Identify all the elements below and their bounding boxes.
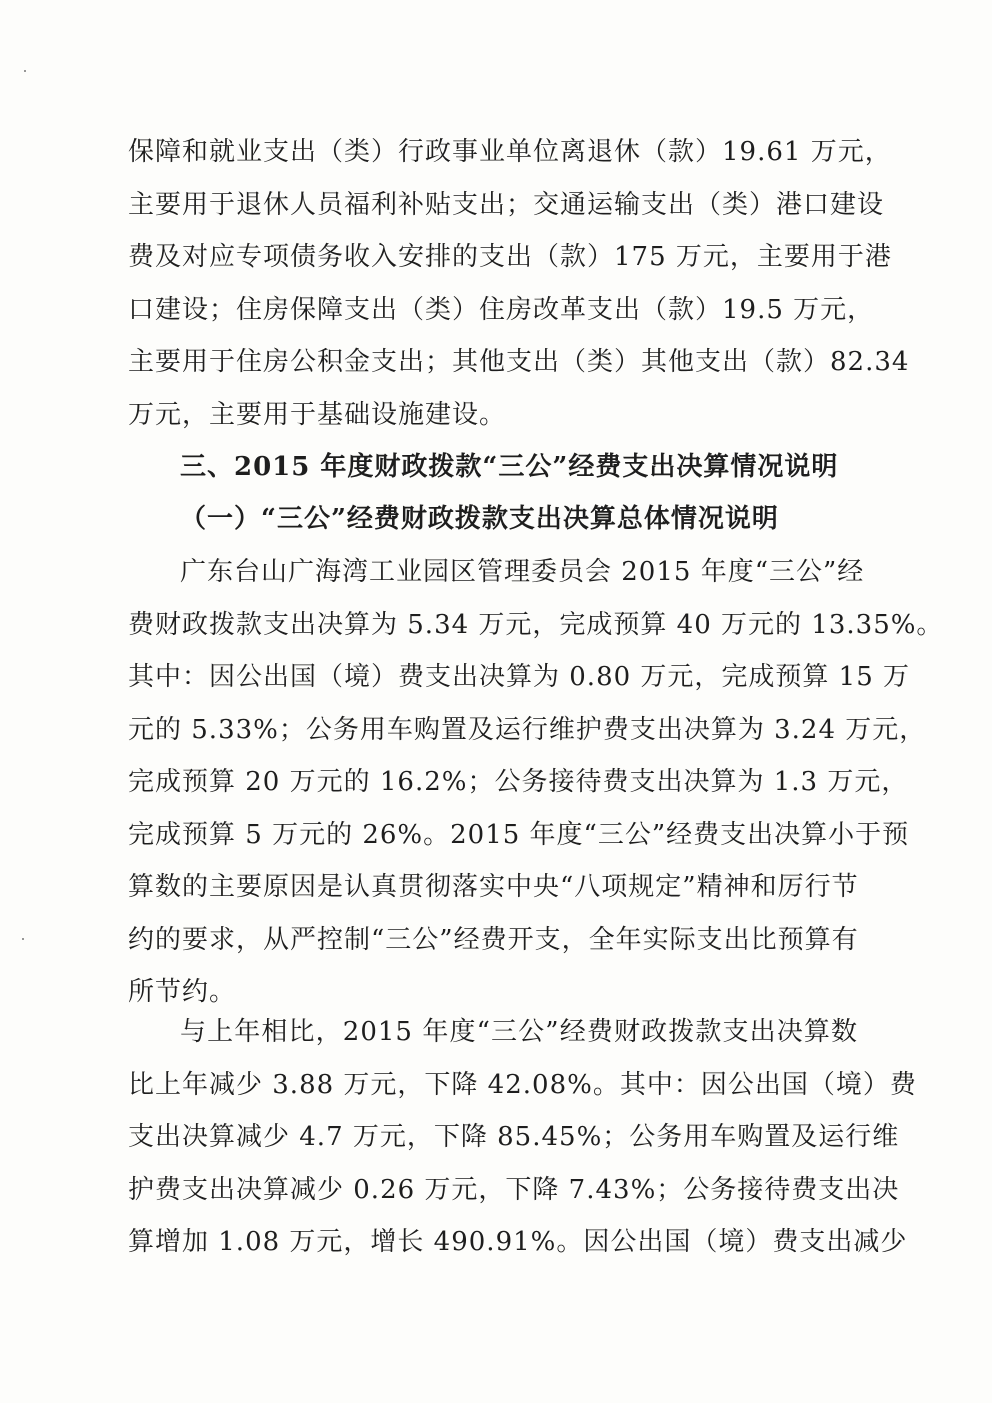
subsection-heading <box>128 493 858 546</box>
text-line: 保障和就业支出（类）行政事业单位离退休（款）19.61 万元， <box>128 137 892 167</box>
text-line: 完成预算 20 万元的 16.2%；公务接待费支出决算为 1.3 万元， <box>128 767 909 797</box>
paragraph-overall-summary <box>128 546 944 1019</box>
text-line: 费财政拨款支出决算为 5.34 万元，完成预算 40 万元的 13.35%。 <box>128 609 944 640</box>
text-line: 算数的主要原因是认真贯彻落实中央“八项规定”精神和厉行节 <box>128 872 859 902</box>
text-line: 护费支出决算减少 0.26 万元，下降 7.43%；公务接待费支出决 <box>128 1174 900 1205</box>
text-line: 与上年相比，2015 年度“三公”经费财政拨款支出决算数 <box>180 1017 858 1047</box>
text-line: 广东台山广海湾工业园区管理委员会 2015 年度“三公”经 <box>180 557 865 587</box>
subsection-heading-text: （一）“三公”经费财政拨款支出决算总体情况说明 <box>180 504 779 534</box>
text-line: 口建设；住房保障支出（类）住房改革支出（款）19.5 万元， <box>128 294 875 325</box>
section-heading <box>128 441 858 494</box>
text-line: 完成预算 5 万元的 26%。2015 年度“三公”经费支出决算小于预 <box>128 819 910 850</box>
text-line: 主要用于退休人员福利补贴支出；交通运输支出（类）港口建设 <box>128 189 885 220</box>
section-heading-text: 三、2015 年度财政拨款“三公”经费支出决算情况说明 <box>180 452 839 482</box>
text-line: 支出决算减少 4.7 万元，下降 85.45%；公务用车购置及运行维 <box>128 1122 900 1152</box>
text-line: 费及对应专项债务收入安排的支出（款）175 万元，主要用于港 <box>128 242 892 272</box>
text-line: 算增加 1.08 万元，增长 490.91%。因公出国（境）费支出减少 <box>128 1227 908 1257</box>
text-line: 其中：因公出国（境）费支出决算为 0.80 万元，完成预算 15 万 <box>128 662 911 692</box>
paragraph-year-comparison <box>128 1006 917 1269</box>
text-line: 元的 5.33%；公务用车购置及运行维护费支出决算为 3.24 万元， <box>128 714 927 745</box>
paragraph-expenditure-items <box>128 126 910 441</box>
text-line: 所节约。 <box>128 977 237 1007</box>
scan-speck <box>22 938 24 940</box>
text-line: 万元，主要用于基础设施建设。 <box>128 399 507 430</box>
text-line: 比上年减少 3.88 万元，下降 42.08%。其中：因公出国（境）费 <box>128 1069 917 1100</box>
text-line: 主要用于住房公积金支出；其他支出（类）其他支出（款）82.34 <box>128 347 910 377</box>
text-line: 约的要求，从严控制“三公”经费开支，全年实际支出比预算有 <box>128 924 859 955</box>
scan-speck <box>24 70 26 72</box>
